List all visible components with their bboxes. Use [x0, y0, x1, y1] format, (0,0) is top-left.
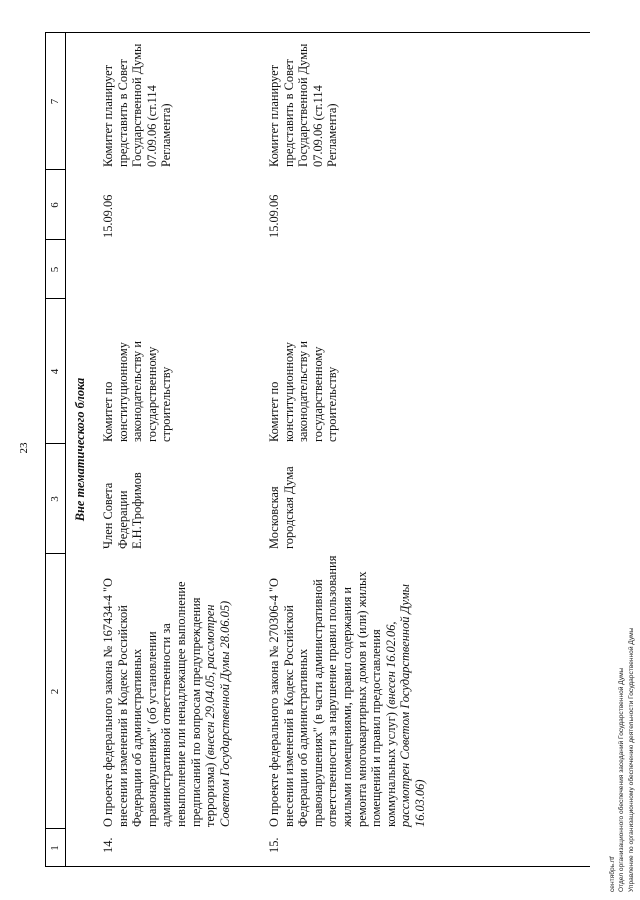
rotated-table: [45, 32, 590, 867]
header-bottom-border: [65, 32, 66, 867]
col-header-6: 6: [49, 202, 61, 208]
footer-department: Отдел организационного обеспечения заседаний Государственной Думы: [618, 667, 626, 892]
row-number: 15.: [267, 837, 281, 853]
section-title: Вне тематического блока: [73, 377, 87, 522]
col-header-5: 5: [49, 266, 61, 273]
row-title: О проекте федерального закона № 270306-4 "О внесении изменений в Кодекс Российской Федерации об административных правонарушениях" (в части административной ответственности за нарушение правил пользования жилыми помещениями, правил содержания и ремонта многоквартирных домов и (или) жилых помещений и правил предоставления коммунальных услуг) (внесен 16.02.06, рассмотрен Советом Государственной Думы 16.03.06): [267, 555, 427, 827]
footer-filename: сентябрь.rtf: [609, 856, 616, 892]
col-header-1: 1: [49, 845, 61, 851]
footer-directorate: Управление по организационному обеспечению деятельности Государственной Думы: [627, 627, 635, 892]
row-date: 15.09.06: [101, 194, 115, 238]
row-initiator: Член Совета Федерации Е.Н.Трофимов: [101, 472, 145, 549]
col-header-2: 2: [49, 688, 61, 695]
row-committee: Комитет по конституционному законодательству и государственному строительству: [101, 341, 174, 442]
col-header-7: 7: [49, 98, 61, 105]
page-footer: [608, 592, 636, 892]
row-committee: Комитет по конституционному законодательству и государственному строительству: [267, 341, 340, 442]
row-title: О проекте федерального закона № 167434-4 "О внесении изменений в Кодекс Российской Федерации об административных правонарушениях" (об установлении административной ответственности за невыполнение или ненадлежащее выполнение предписаний по вопросам предупреждения терроризма) (внесен 29.04.05, рассмотрен Советом Государственной Думы 28.06.05): [101, 577, 232, 827]
page-number: 23: [18, 442, 30, 454]
table-left-border: [45, 866, 590, 867]
row-plan: Комитет планирует представить в Совет Государственной Думы 07.09.06 (ст.114 Регламента): [101, 43, 174, 167]
row-initiator: Московская городская Дума: [267, 466, 296, 549]
col-header-3: 3: [49, 496, 61, 502]
row-number: 14.: [101, 837, 115, 853]
row-plan: Комитет планирует представить в Совет Государственной Думы 07.09.06 (ст.114 Регламента): [267, 43, 340, 167]
table-right-border: [45, 32, 590, 33]
col-header-4: 4: [49, 368, 61, 375]
row-date: 15.09.06: [267, 194, 281, 238]
